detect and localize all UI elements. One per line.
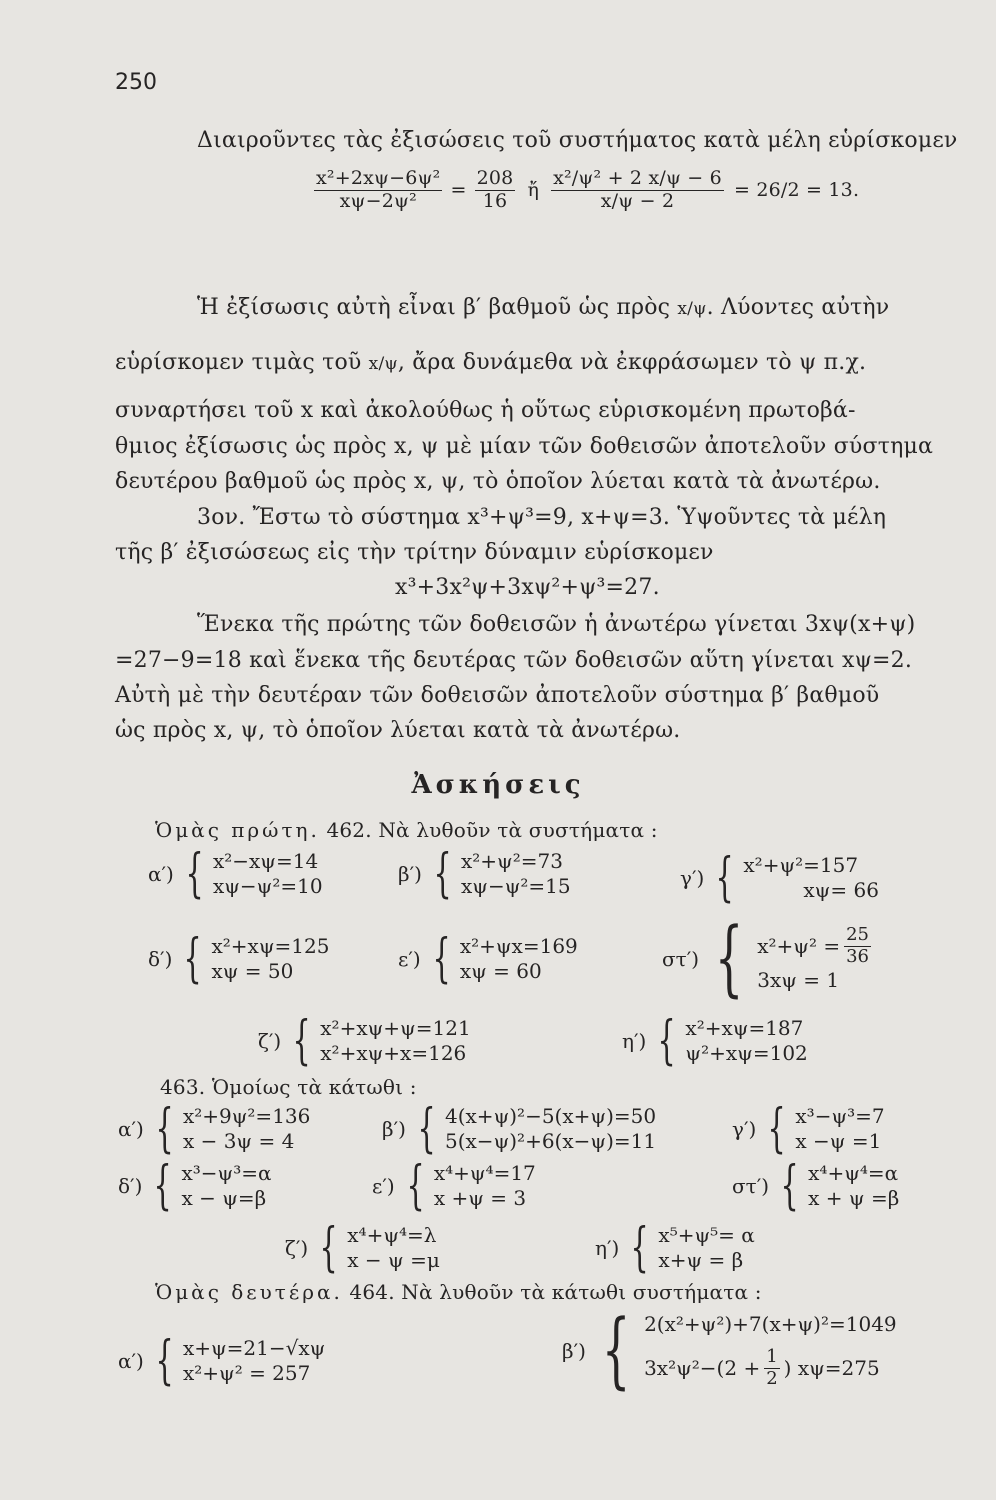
system-463-b: β′) { 4(x+ψ)²−5(x+ψ)=50 5(x−ψ)²+6(x−ψ)=11 [382, 1099, 657, 1159]
group-heading: Ὁμὰς δευτέρα. 464. Νὰ λυθοῦν τὰ κάτωθι συστήματα : [155, 1280, 762, 1304]
system-463-a: α′) { x²+9ψ²=136 x − 3ψ = 4 [118, 1099, 311, 1159]
system-462-d: δ′) { x²+xψ=125 xψ = 50 [148, 929, 330, 989]
system-462-st: στ′) { x²+ψ² = $\frac{25}{36}$ 3xψ = 1 [662, 911, 870, 1006]
fraction: $\frac{208}{16}$ [476, 167, 514, 212]
equation-line: $\frac{\text{x²+2xψ−6ψ²}}{\text{xψ−2ψ²}}$ = $\frac{208}{16}$ ἤ $\frac{\text{x²/ψ² + 2 x/ψ − 6}}{x/\psi - 2}$ = 26/2 = 13. [316, 167, 860, 212]
text-line: εὑρίσκομεν τιμὰς τοῦ x/ψ, ἄρα δυνάμεθα νὰ ἐκφράσωμεν τὸ ψ π.χ. [115, 350, 867, 375]
page-number: 250 [115, 70, 157, 95]
fraction: $\frac{\text{x²+2xψ−6ψ²}}{\text{xψ−2ψ²}}$ [316, 167, 441, 212]
text-line: =27−9=18 καὶ ἕνεκα τῆς δευτέρας τῶν δοθεισῶν αὕτη γίνεται xψ=2. [115, 648, 913, 673]
equation-line: x³+3x²ψ+3xψ²+ψ³=27. [395, 575, 660, 600]
system-462-a: α′) { x²−xψ=14 xψ−ψ²=10 [148, 844, 323, 904]
system-462-c: γ′) { x²+ψ²=157 xψ= 66 [680, 848, 879, 908]
system-464-a: α′) { x+ψ=21−√xψ x²+ψ² = 257 [118, 1331, 326, 1391]
group-heading: Ὁμὰς πρώτη. 462. Νὰ λυθοῦν τὰ συστήματα : [155, 818, 658, 842]
system-464-b: β′) { 2(x²+ψ²)+7(x+ψ)²=1049 3x²ψ²−(2 + $\frac{1}{2}$ ) xψ=275 [562, 1303, 897, 1398]
system-462-h: η′) { x²+xψ=187 ψ²+xψ=102 [622, 1011, 808, 1071]
fraction: $\frac{\text{x²/ψ² + 2 x/ψ − 6}}{x/\psi - 2}$ [553, 167, 722, 212]
text-line: Ἡ ἐξίσωσις αὐτὴ εἶναι β′ βαθμοῦ ὡς πρὸς x/ψ. Λύοντες αὐτὴν [197, 295, 890, 320]
text-line: Αὐτὴ μὲ τὴν δευτέραν τῶν δοθεισῶν ἀποτελοῦν σύστημα β′ βαθμοῦ [115, 683, 880, 708]
text-line: δευτέρου βαθμοῦ ὡς πρὸς x, ψ, τὸ ὁποῖον λύεται κατὰ τὰ ἀνωτέρω. [115, 469, 881, 494]
exercise-463-heading: 463. Ὁμοίως τὰ κάτωθι : [160, 1075, 417, 1099]
exercises-title: Ἀσκήσεις [411, 770, 585, 800]
text-line: 3ον. Ἔστω τὸ σύστημα x³+ψ³=9, x+ψ=3. Ὑψοῦντες τὰ μέλη [197, 505, 887, 530]
text-line: συναρτήσει τοῦ x καὶ ἀκολούθως ἡ οὕτως εὑρισκομένη πρωτοβά- [115, 398, 856, 423]
system-463-e: ε′) { x⁴+ψ⁴=17 x +ψ = 3 [372, 1156, 536, 1216]
text-line: Διαιροῦντες τὰς ἐξισώσεις τοῦ συστήματος κατὰ μέλη εὑρίσκομεν [197, 128, 958, 153]
text-line: Ἕνεκα τῆς πρώτης τῶν δοθεισῶν ἡ ἀνωτέρω γίνεται 3xψ(x+ψ) [197, 612, 916, 637]
system-463-st: στ′) { x⁴+ψ⁴=α x + ψ =β [732, 1156, 900, 1216]
text-line: θμιος ἐξίσωσις ὡς πρὸς x, ψ μὲ μίαν τῶν δοθεισῶν ἀποτελοῦν σύστημα [115, 434, 934, 459]
system-463-h: η′) { x⁵+ψ⁵= α x+ψ = β [595, 1218, 755, 1278]
system-462-z: ζ′) { x²+xψ+ψ=121 x²+xψ+x=126 [258, 1011, 471, 1071]
system-463-c: γ′) { x³−ψ³=7 x −ψ =1 [732, 1099, 885, 1159]
text-line: τῆς β′ ἐξισώσεως εἰς τὴν τρίτην δύναμιν εὑρίσκομεν [115, 540, 714, 565]
system-463-d: δ′) { x³−ψ³=α x − ψ=β [118, 1156, 272, 1216]
system-462-b: β′) { x²+ψ²=73 xψ−ψ²=15 [398, 844, 571, 904]
text-line: ὡς πρὸς x, ψ, τὸ ὁποῖον λύεται κατὰ τὰ ἀνωτέρω. [115, 718, 681, 743]
system-463-z: ζ′) { x⁴+ψ⁴=λ x − ψ =μ [285, 1218, 440, 1278]
system-462-e: ε′) { x²+ψx=169 xψ = 60 [398, 929, 578, 989]
